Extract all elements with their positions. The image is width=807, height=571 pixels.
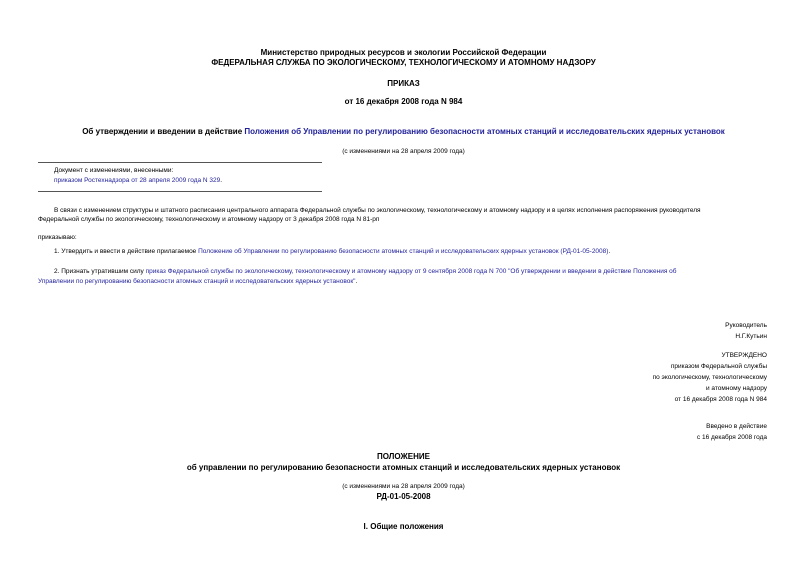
- regulation-heading: ПОЛОЖЕНИЕ: [377, 452, 430, 461]
- service-name: ФЕДЕРАЛЬНАЯ СЛУЖБА ПО ЭКОЛОГИЧЕСКОМУ, ТЕХНОЛОГИЧЕСКОМУ И АТОМНОМУ НАДЗОРУ: [211, 58, 596, 67]
- changes-box-line1: Документ с изменениями, внесенными:: [54, 167, 174, 174]
- doc-date-number: от 16 декабря 2008 года N 984: [344, 97, 463, 106]
- doc-title: [0, 127, 807, 136]
- changes-box-tail: .: [220, 177, 223, 184]
- signature-block: [725, 320, 767, 342]
- doc-title-prefix: Об утверждении и введении в действие: [82, 127, 245, 136]
- para1-line1: В связи с изменением структуры и штатного расписания центрального аппарата Федеральной службы по экологическому, технологическому и атомному надзору и в целях исполнения распоряжения руководителя: [54, 207, 701, 214]
- order-word: приказываю:: [38, 234, 77, 241]
- doc-type: ПРИКАЗ: [387, 79, 420, 88]
- ministry-name: Министерство природных ресурсов и экологии Российской Федерации: [260, 48, 547, 57]
- item-1-prefix: 1. Утвердить и ввести в действие прилагаемое: [54, 248, 199, 255]
- item-2-link-part2[interactable]: Управлении по регулированию безопасности атомных станций и исследовательских ядерных установок": [38, 278, 356, 285]
- approval-line5: от 16 декабря 2008 года N 984: [674, 396, 767, 403]
- effective-line1: Введено в действие: [706, 423, 767, 430]
- item-1-link[interactable]: Положение об Управлении по регулированию безопасности атомных станций и исследовательских ядерных установок (РД-01-05-2008): [198, 248, 609, 255]
- item-2-line2: [38, 278, 357, 285]
- item-2-link-part1[interactable]: приказ Федеральной службы по экологическому, технологическому и атомному надзору от 9 сентября 2008 года N 700 "Об утверждении и введении в действие Положения об: [145, 268, 677, 275]
- regulation-subheading: об управлении по регулированию безопасности атомных станций и исследовательских ядерных установок: [186, 463, 621, 472]
- approval-line4: и атомному надзору: [705, 385, 767, 392]
- effective-line2: с 16 декабря 2008 года: [696, 434, 767, 441]
- item-1-tail: .: [608, 248, 611, 255]
- title-amend-note: (с изменениями на 28 апреля 2009 года): [342, 148, 465, 155]
- divider-bottom: [38, 191, 322, 192]
- regulation-amend-note: (с изменениями на 28 апреля 2009 года): [342, 483, 465, 490]
- divider-top: [38, 162, 322, 163]
- regulation-code: РД-01-05-2008: [376, 492, 431, 501]
- approval-line1: УТВЕРЖДЕНО: [721, 352, 767, 359]
- item-2-prefix: 2. Признать утратившим силу: [54, 268, 146, 275]
- signature-role: Руководитель: [725, 322, 767, 329]
- changes-box-line2: [54, 177, 222, 184]
- effective-block: [697, 421, 767, 443]
- approval-line3: по экологическому, технологическому: [652, 374, 767, 381]
- item-1: [54, 248, 610, 255]
- changes-box-link[interactable]: приказом Ростехнадзора от 28 апреля 2009 года N 329: [54, 177, 221, 184]
- approval-block: [653, 350, 767, 405]
- doc-title-link[interactable]: Положения об Управлении по регулированию безопасности атомных станций и исследовательских ядерных установок: [244, 127, 725, 136]
- section-heading: I. Общие положения: [363, 522, 444, 531]
- signature-name: Н.Г.Кутьин: [735, 333, 767, 340]
- item-2-line1: [54, 268, 769, 275]
- para1-line2: Федеральной службы по экологическому, технологическому и атомному надзору от 3 декабря 2008 года N 81-рп: [38, 216, 380, 223]
- item-2-tail: .: [355, 278, 358, 285]
- approval-line2: приказом Федеральной службы: [670, 363, 767, 370]
